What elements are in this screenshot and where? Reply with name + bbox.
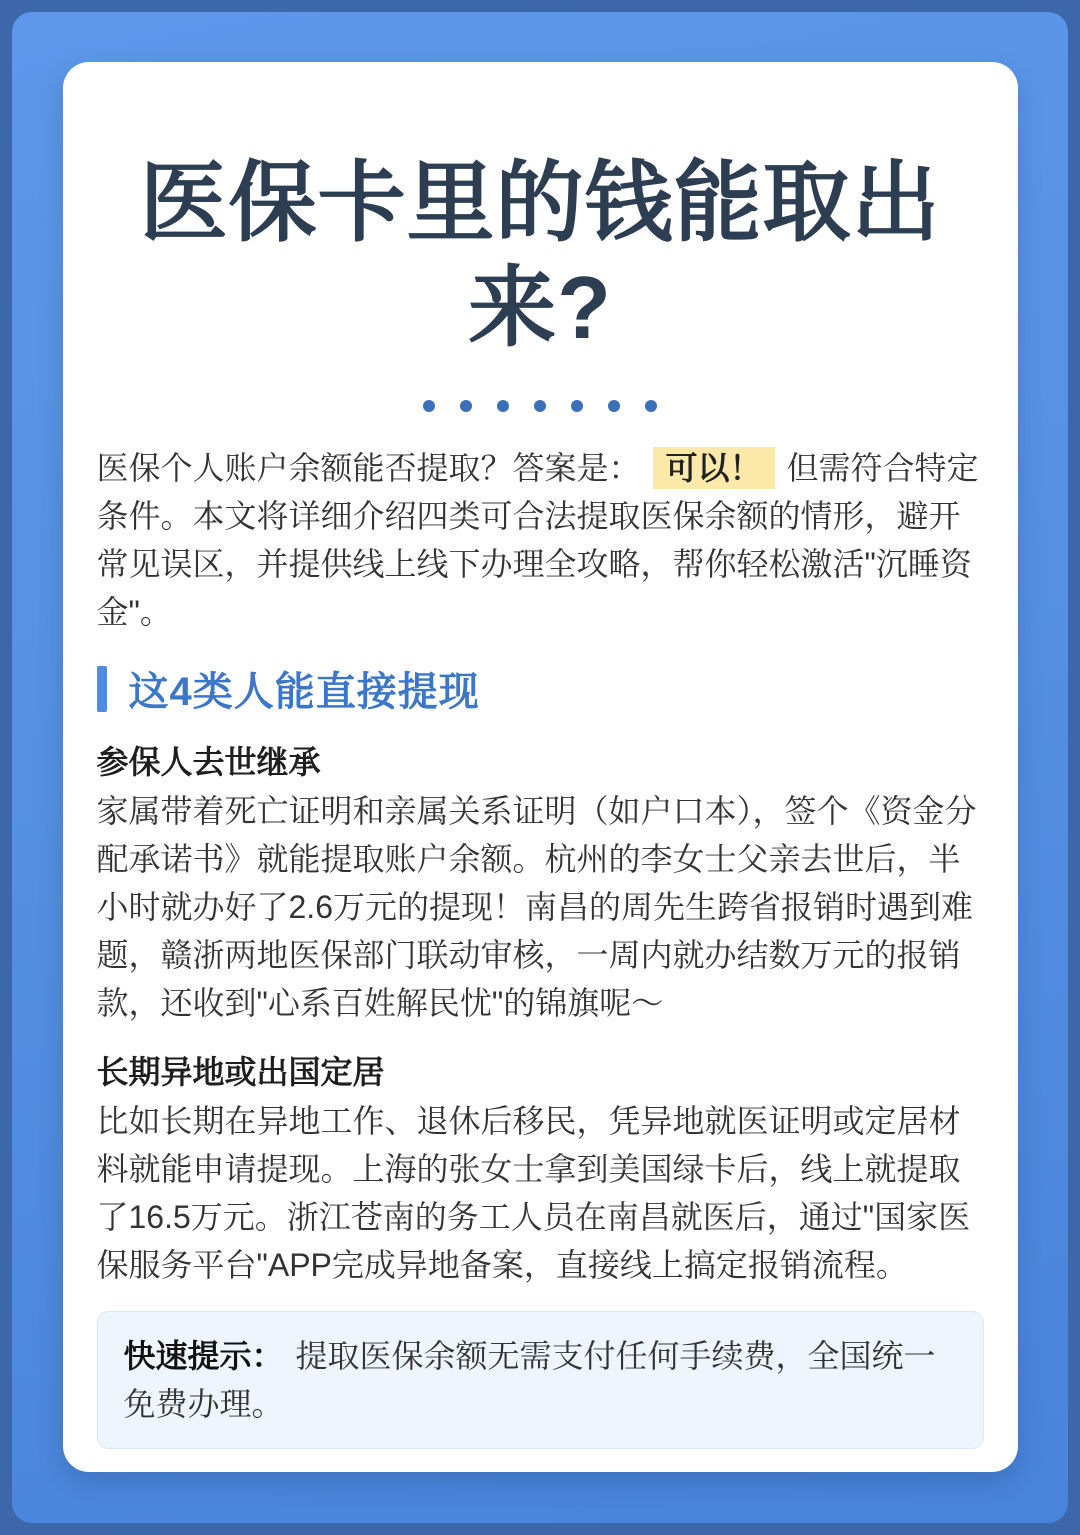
subsection-body-inheritance: 家属带着死亡证明和亲属关系证明（如户口本），签个《资金分配承诺书》就能提取账户余额。杭州的李女士父亲去世后，半小时就办好了2.6万元的提现！南昌的周先生跨省报销时遇到难题，赣浙两地医保部门联动审核，一周内就办结数万元的报销款，还收到"心系百姓解民忧"的锦旗呢～ bbox=[96, 793, 977, 1021]
subsection-heading-inheritance: 参保人去世继承 bbox=[96, 744, 321, 780]
dot-icon bbox=[645, 400, 657, 412]
tip-text: 提取医保余额无需支付任何手续费，全国统一免费办理。 bbox=[123, 1338, 936, 1422]
dot-icon bbox=[571, 400, 583, 412]
subsection-heading-relocation: 长期异地或出国定居 bbox=[96, 1054, 385, 1090]
tip-label: 快速提示： bbox=[123, 1338, 284, 1374]
content-card bbox=[63, 62, 1018, 1472]
accent-bar-icon bbox=[97, 666, 107, 712]
dot-icon bbox=[423, 400, 435, 412]
tip-box bbox=[97, 1311, 984, 1449]
section-title: 这4类人能直接提现 bbox=[128, 670, 480, 714]
highlight-badge: 可以！ bbox=[653, 447, 775, 489]
dot-icon bbox=[460, 400, 472, 412]
dot-icon bbox=[608, 400, 620, 412]
subsection-body-relocation: 比如长期在异地工作、退休后移民，凭异地就医证明或定居材料就能申请提现。上海的张女士拿到美国绿卡后，线上就提取了16.5万元。浙江苍南的务工人员在南昌就医后，通过"国家医保服务平台"APP完成异地备案，直接线上搞定报销流程。 bbox=[96, 1103, 971, 1283]
dot-icon bbox=[497, 400, 509, 412]
intro-pre-text: 医保个人账户余额能否提取？答案是： bbox=[96, 450, 641, 486]
dot-icon bbox=[534, 400, 546, 412]
section-header bbox=[97, 660, 984, 717]
dots-separator bbox=[97, 400, 984, 412]
page-title: 医保卡里的钱能取出来? bbox=[139, 153, 941, 357]
intro-paragraph bbox=[97, 444, 984, 636]
intro-post-text: 但需符合特定条件。本文将详细介绍四类可合法提取医保余额的情形，避开常见误区，并提供线上线下办理全攻略，帮你轻松激活"沉睡资金"。 bbox=[96, 450, 979, 630]
